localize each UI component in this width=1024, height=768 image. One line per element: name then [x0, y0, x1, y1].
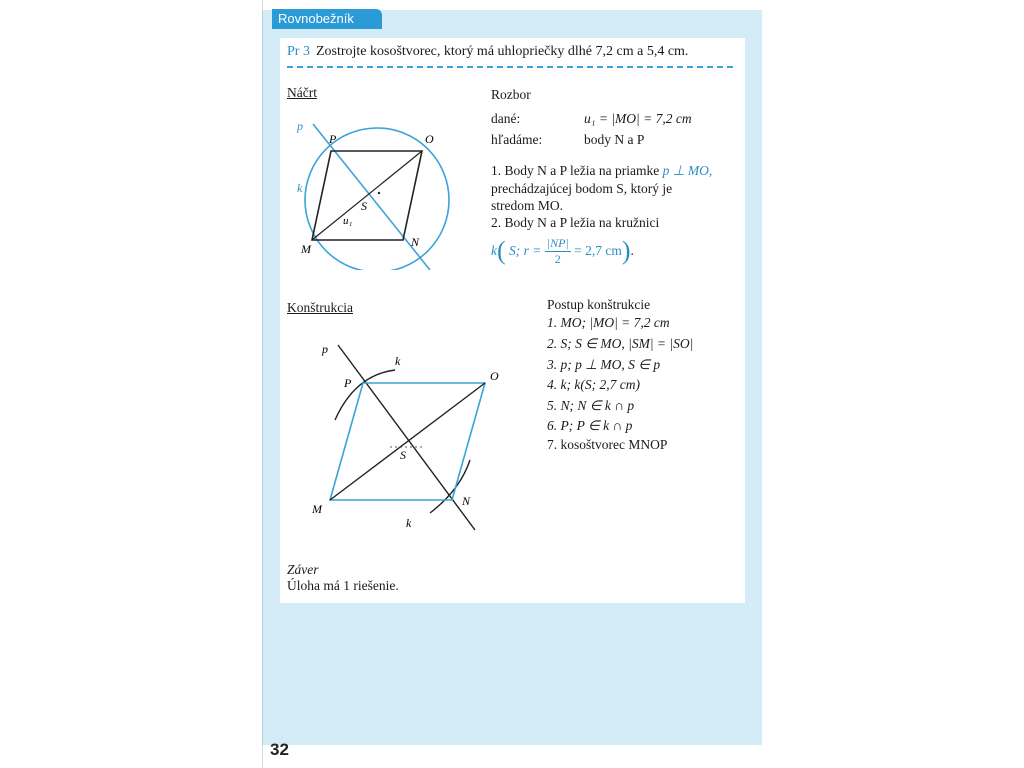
- given-label: dané:: [491, 111, 521, 126]
- construction-label-N: N: [462, 494, 471, 508]
- analysis-step2: 2. Body N a P ležia na kružnici: [491, 215, 660, 230]
- step1-text: 1. Body N a P ležia na priamke: [491, 163, 660, 178]
- sketch-label-M: M: [301, 242, 311, 256]
- procedure-step-1: 1. MO; |MO| = 7,2 cm: [547, 315, 670, 330]
- construction-heading: Konštrukcia: [287, 300, 353, 315]
- problem-statement: [287, 44, 688, 60]
- construction-diagram: [300, 335, 515, 535]
- procedure-step-4: 4. k; k(S; 2,7 cm): [547, 377, 640, 392]
- construction-label-M: M: [312, 502, 322, 516]
- analysis-heading: Rozbor: [491, 87, 531, 102]
- procedure-step-5: 5. N; N ∈ k ∩ p: [547, 398, 635, 413]
- sketch-label-p: p: [297, 119, 303, 133]
- fraction-denominator: 2: [554, 252, 561, 267]
- page-number: 32: [270, 740, 289, 759]
- conclusion-heading: Záver: [287, 562, 319, 577]
- construction-label-P: P: [344, 376, 352, 390]
- construction-diagonal-MO: [330, 383, 485, 500]
- construction-line-p: [338, 345, 475, 530]
- given-value: u₁ = |MO| = 7,2 cm: [584, 111, 692, 126]
- procedure-step-2: 2. S; S ∈ MO, |SM| = |SO|: [547, 336, 694, 351]
- sketch-label-S: S: [361, 199, 367, 213]
- construction-label-S: S: [400, 448, 406, 462]
- construction-label-O: O: [490, 369, 499, 383]
- radius-value: = 2,7 cm: [574, 243, 622, 258]
- step1-perpendicular: p ⊥ MO,: [662, 163, 713, 178]
- conclusion-text: Úloha má 1 riešenie.: [287, 578, 399, 593]
- sketch-label-N: N: [411, 235, 420, 249]
- circle-k-label: k: [491, 243, 497, 258]
- analysis-step1-line2: prechádzajúcej bodom S, ktorý je: [491, 181, 673, 196]
- construction-label-p: p: [322, 342, 328, 356]
- sketch-label-u1: u₁: [343, 215, 353, 227]
- sketch-circle-k: [305, 128, 449, 270]
- sketch-label-O: O: [425, 132, 434, 146]
- radius-fraction: [545, 236, 571, 267]
- procedure-step-7: 7. kosoštvorec MNOP: [547, 437, 668, 452]
- page-edge: [262, 0, 263, 768]
- procedure-step-6: 6. P; P ∈ k ∩ p: [547, 418, 633, 433]
- construction-label-k-bottom: k: [406, 516, 412, 530]
- circle-definition: k( S; r = $\frac{|NP|}{2}$ = 2,7 cm).: [491, 236, 634, 267]
- construction-label-k-top: k: [395, 354, 401, 368]
- fraction-numerator: |NP|: [546, 236, 569, 251]
- section-title-tab: Rovnobežník: [272, 9, 382, 29]
- sketch-label-P: P: [329, 132, 337, 146]
- circle-center-radius: S; r =: [509, 243, 542, 258]
- analysis-step1-line1: [491, 163, 712, 179]
- procedure-heading: Postup konštrukcie: [547, 297, 651, 312]
- problem-text: Zostrojte kosoštvorec, ktorý má uhlopriečky dlhé 7,2 cm a 5,4 cm.: [315, 44, 689, 59]
- sketch-heading: Náčrt: [287, 85, 317, 100]
- sketch-label-k: k: [297, 181, 303, 195]
- sketch-diagram: [285, 110, 465, 270]
- find-value: body N a P: [584, 132, 645, 147]
- analysis-step1-line3: stredom MO.: [491, 198, 563, 213]
- procedure-step-3: 3. p; p ⊥ MO, S ∈ p: [547, 357, 661, 372]
- problem-label: Pr 3: [287, 44, 310, 59]
- dashed-divider: [287, 66, 733, 68]
- find-label: hľadáme:: [491, 132, 543, 147]
